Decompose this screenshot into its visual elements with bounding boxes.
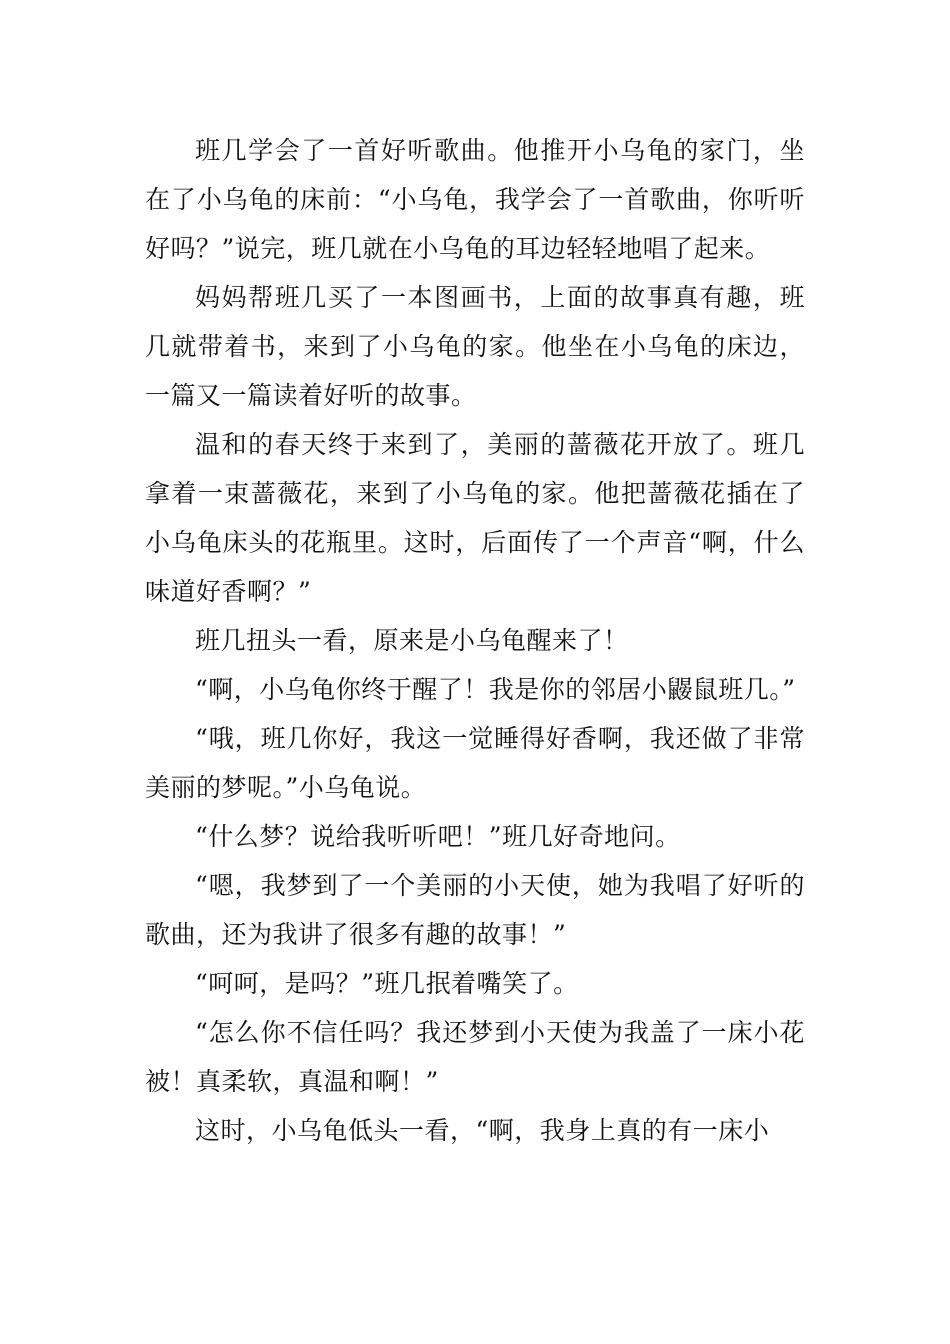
paragraph-11: 这时，小乌龟低头一看，“啊，我身上真的有一床小 — [195, 1116, 770, 1145]
paragraph-3: 温和的春天终于来到了，美丽的蔷薇花开放了。班几拿着一束蔷薇花，来到了小乌龟的家。他把蔷薇花插在了小乌龟床头的花瓶里。这时，后面传了一个声音“啊，什么味道好香啊？” — [145, 430, 805, 606]
paragraph-4: 班几扭头一看，原来是小乌龟醒来了！ — [195, 626, 629, 655]
paragraph-2: 妈妈帮班几买了一本图画书，上面的故事真有趣，班几就带着书，来到了小乌龟的家。他坐在小乌龟的床边，一篇又一篇读着好听的故事。 — [145, 283, 805, 410]
paragraph-9: “呵呵，是吗？”班几抿着嘴笑了。 — [195, 969, 579, 998]
paragraph-6: “哦，班几你好，我这一觉睡得好香啊，我还做了非常美丽的梦呢。”小乌龟说。 — [145, 724, 805, 802]
paragraph-8: “嗯，我梦到了一个美丽的小天使，她为我唱了好听的歌曲，还为我讲了很多有趣的故事！” — [145, 871, 805, 949]
paragraph-5: “啊，小乌龟你终于醒了！我是你的邻居小鼹鼠班几。” — [195, 675, 796, 704]
paragraph-7: “什么梦？说给我听听吧！”班几好奇地问。 — [195, 822, 681, 851]
paragraph-10: “怎么你不信任吗？我还梦到小天使为我盖了一床小花被！真柔软，真温和啊！” — [145, 1018, 805, 1096]
paragraph-1: 班几学会了一首好听歌曲。他推开小乌龟的家门，坐在了小乌龟的床前：“小乌龟，我学会了一首歌曲，你听听好吗？”说完，班几就在小乌龟的耳边轻轻地唱了起来。 — [145, 136, 805, 263]
document-body — [145, 126, 805, 1155]
